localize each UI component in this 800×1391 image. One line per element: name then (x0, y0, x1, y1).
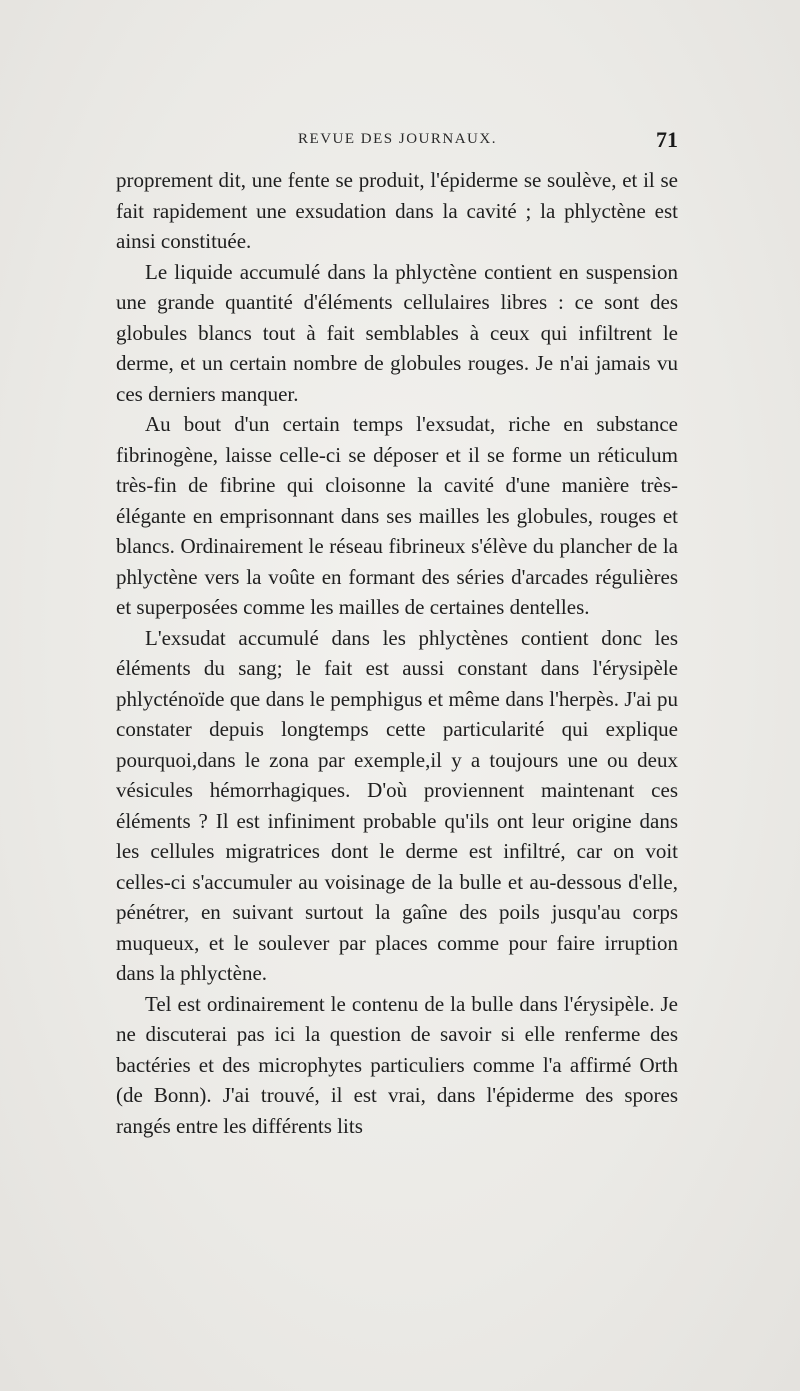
paragraph-exsudat: Au bout d'un certain temps l'exsudat, riche en substance fibrinogène, laisse celle-ci se déposer et il se forme un réticulum très-fin de fibrine qui cloisonne la cavité d'une manière très-élégante en emprisonnant dans ses mailles les globules, rouges et blancs. Ordinairement le réseau fibrineux s'élève du plancher de la phlyctène vers la voûte en formant des séries d'arcades régulières et superposées comme les mailles de certaines dentelles. (116, 412, 678, 619)
paragraph-contenu-bulle: Tel est ordinairement le contenu de la bulle dans l'érysipèle. Je ne discuterai pas ici la question de savoir si elle renferme des bactéries et des microphytes particuliers comme l'a affirmé Orth (de Bonn). J'ai trouvé, il est vrai, dans l'épiderme des spores rangés entre les différents lits (116, 991, 678, 1138)
paragraph-liquide: Le liquide accumulé dans la phlyctène contient en suspension une grande quantité d'éléments cellulaires libres : ce sont des globules blancs tout à fait semblables à ceux qui infiltrent le derme, et un certain nombre de globules rouges. Je n'ai jamais vu ces derniers manquer. (116, 259, 678, 406)
running-head: REVUE DES JOURNAUX. (298, 131, 497, 147)
body-text (116, 165, 678, 1141)
paragraph-continuation: proprement dit, une fente se produit, l'épiderme se soulève, et il se fait rapidement une exsudation dans la cavité ; la phlyctène est ainsi constituée. (116, 168, 678, 253)
page-header (115, 127, 680, 157)
page-number: 71 (656, 127, 678, 152)
paragraph-elements-du-sang: L'exsudat accumulé dans les phlyctènes contient donc les éléments du sang; le fait est aussi constant dans l'érysipèle phlycténoïde que dans le pemphigus et même dans l'herpès. J'ai pu constater depuis longtemps cette particularité qui explique pourquoi,dans le zona par exemple,il y a toujours une ou deux vésicules hémorrhagiques. D'où proviennent maintenant ces éléments ? Il est infiniment probable qu'ils ont leur origine dans les cellules migratrices dont le derme est infiltré, car on voit celles-ci s'accumuler au voisinage de la bulle et au-dessous d'elle, pénétrer, en suivant surtout la gaîne des poils jusqu'au corps muqueux, et le soulever par places comme pour faire irruption dans la phlyctène. (116, 625, 678, 985)
